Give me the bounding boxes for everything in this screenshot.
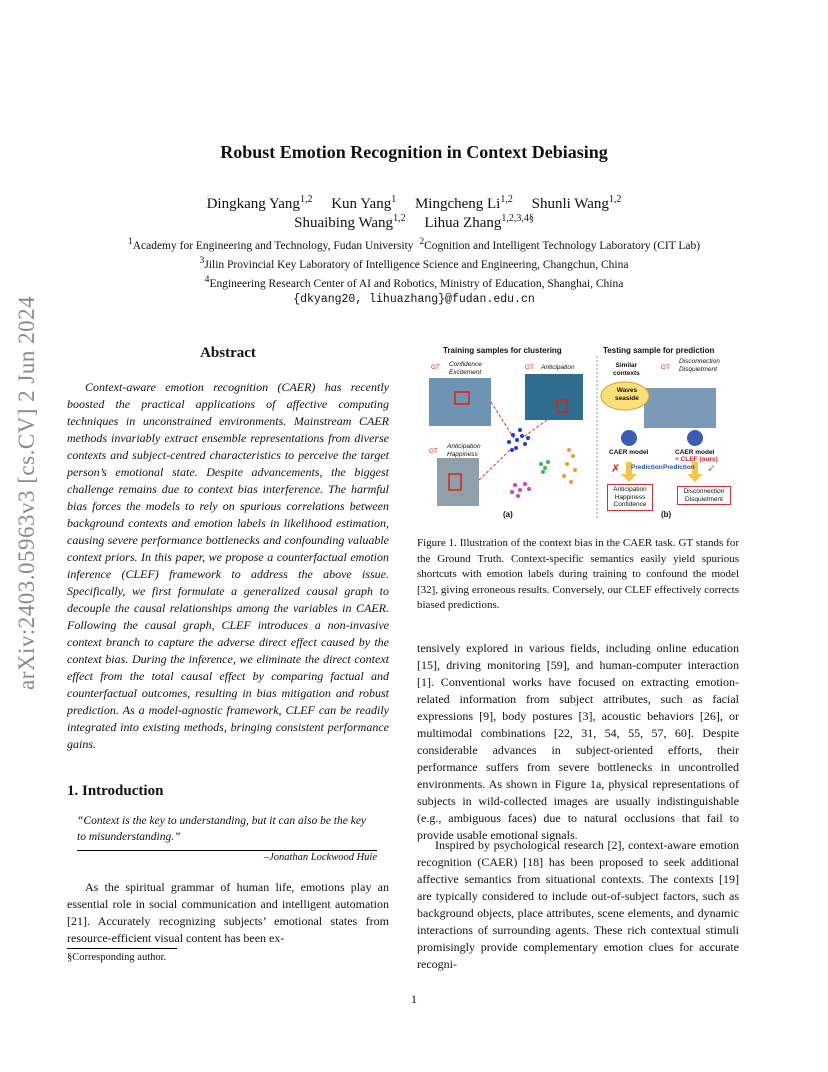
authors-line-2	[0, 213, 828, 232]
subfigure-b-label: (b)	[661, 510, 672, 519]
cluster-magenta	[510, 482, 531, 498]
author-affiliation-sup: 1	[391, 194, 397, 205]
author-affiliation-sup: 1,2	[393, 213, 406, 224]
cluster-blue	[507, 428, 530, 452]
aff-sup: 2	[419, 236, 425, 247]
footnote: §Corresponding author.	[67, 952, 167, 963]
photo-skier	[429, 378, 491, 426]
caer-clef-label: CAER model	[675, 449, 715, 456]
prediction-label: Prediction	[663, 464, 695, 471]
abstract-heading: Abstract	[200, 345, 256, 361]
epigraph-quote: “Context is the key to understanding, but it can also be the key to misunderstanding.”	[77, 815, 367, 843]
gt-label-2	[525, 364, 534, 372]
author-email[interactable]: {dkyang20, lihuazhang}@fudan.edu.cn	[293, 293, 535, 306]
author-affiliation-sup: 1,2	[608, 194, 622, 205]
cluster-orange	[562, 448, 577, 484]
gt-text-3: Anticipation Happiness	[447, 443, 481, 458]
intro-paragraph-1: As the spiritual grammar of human life, emotions play an essential role in social communication and intelligent automation [21]. Accurately recognizing subjects’ emotional states from resource-efficient visual content has been ex-	[67, 880, 389, 945]
link-line	[522, 420, 547, 438]
affiliation-3: Jilin Provincial Key Laboratory of Intelligence Science and Engineering, Changchun, China	[204, 258, 629, 271]
photo-surfer	[437, 458, 479, 506]
author-affiliation-sup: 1,2	[299, 194, 313, 205]
wrong-prediction-box: Anticipation Happiness Confidence	[607, 484, 653, 511]
section-heading-introduction: 1. Introduction	[67, 783, 164, 799]
affiliation-1: Academy for Engineering and Technology, Fudan University	[132, 239, 414, 252]
affiliation-line-3	[0, 274, 828, 290]
affiliation-line-1	[0, 236, 828, 252]
prediction-label: Prediction	[631, 464, 663, 471]
arrow-down-icon	[621, 474, 637, 482]
photo-surfer-wave	[525, 374, 583, 420]
similar-contexts-label: Similar contexts	[613, 362, 640, 377]
authors-line-1	[0, 194, 828, 213]
figure-right-title: Testing sample for prediction	[603, 346, 715, 355]
waves-seaside-label: Waves seaside	[615, 387, 639, 402]
gt-text-4: Disconnection Disquietment	[679, 358, 720, 373]
gt-tag: GT	[525, 364, 535, 371]
intro-paragraph-2: Inspired by psychological research [2], context-aware emotion recognition (CAER) [18] has been proposed to seek additional affective semantics from situational contexts. The contexts [19] are typically considered to include out-of-subject factors, such as background objects, place attributes, scene elements, and dynamic interactions of surrounding agents. These rich contextual stimuli promisingly provide complementary emotion clues for accurate recogni-	[417, 838, 739, 971]
author-affiliation-sup: 1,2,3,4§	[501, 213, 534, 224]
affiliation-2: Cognition and Intelligent Technology Laboratory (CIT Lab)	[424, 239, 701, 252]
aff-sup: 3	[199, 255, 205, 266]
intro-paragraph-1-continued: tensively explored in various fields, including online education [15], driving monitoring [59], and human-computer interaction [1]. Conventional works have focused on extracting emotion-related information from subject attributes, such as facial expressions [9], body postures [3], acoustic behaviors [26], or multimodal combinations [22, 31, 54, 55, 57, 60]. Despite considerable advances in subject-oriented efforts, their performance suffers from severe bottlenecks in uncontrolled environments. As shown in Figure 1a, physical representations of subjects in wild-collected images are usually indistinguishable (e.g., ambiguous faces) due to natural occlusions that fail to provide usable emotional signals.	[417, 641, 739, 842]
footnote-divider	[67, 948, 177, 949]
figure-1-caption: Figure 1. Illustration of the context bias in the CAER task. GT stands for the Ground Truth. Context-specific semantics easily yield spurious shortcuts with emotion labels during training to confound the model [32], giving erroneous results. Conversely, our CLEF effectively corrects biased predictions.	[417, 537, 739, 611]
quote-divider	[77, 850, 377, 851]
photo-beach-group	[644, 388, 716, 428]
check-icon: ✓	[707, 462, 717, 475]
gt-text-1: Confidence Excitement	[449, 361, 482, 376]
model-icon	[621, 430, 637, 446]
caer-model-label: CAER model	[609, 449, 649, 456]
model-icon	[687, 430, 703, 446]
figure-left-title: Training samples for clustering	[443, 346, 562, 355]
gt-label-4	[661, 364, 670, 372]
aff-sup: 1	[127, 236, 133, 247]
author-affiliation-sup: 1,2	[500, 194, 513, 205]
affiliation-4: Engineering Research Center of AI and Robotics, Ministry of Education, Shanghai, China	[209, 277, 624, 290]
arrow-down-icon	[687, 474, 703, 482]
subfigure-a-label: (a)	[503, 510, 513, 519]
gt-label-1	[431, 364, 440, 372]
cluster-green	[539, 460, 550, 474]
author-name: Shuaibing Wang	[294, 215, 394, 231]
author-name: Dingkang Yang	[206, 196, 300, 212]
author-name: Shunli Wang	[531, 196, 609, 212]
affiliation-line-2	[0, 255, 828, 271]
paper-title: Robust Emotion Recognition in Context Debiasing	[220, 142, 608, 162]
page-number: 1	[411, 992, 417, 1006]
link-line	[479, 448, 512, 480]
clef-ours-label: + CLEF (ours)	[675, 456, 718, 463]
figure-1	[417, 340, 739, 522]
gt-label-3	[429, 448, 438, 456]
gt-text-2: Anticipation	[541, 364, 575, 371]
arxiv-identifier: arXiv:2403.05963v3 [cs.CV] 2 Jun 2024	[14, 295, 39, 690]
correct-prediction-box: Disconnection Disquietment	[677, 486, 731, 505]
gt-tag: GT	[431, 364, 441, 371]
epigraph-attribution: –Jonathan Lockwood Huie	[263, 852, 377, 863]
author-name: Mingcheng Li	[414, 196, 501, 212]
abstract-text: Context-aware emotion recognition (CAER) has recently boosted the practical applications of affective computing techniques in unconstrained environments. Mainstream CAER methods invariably extract ensemble representations from diverse contexts and subject-centred characteristics to perceive the target person’s emotional state. Despite advancements, the biggest challenge remains due to context bias interference. The harmful bias forces the models to rely on spurious correlations between background contexts and emotion labels in likelihood estimation, causing severe performance bottlenecks and confounding valuable context priors. In this paper, we propose a counterfactual emotion inference (CLEF) framework to address the above issue. Specifically, we first formulate a generalized causal graph to decouple the causal relationships among the variables in CAER. Following the causal graph, CLEF introduces a non-invasive context branch to capture the adverse direct effect caused by the context bias. During the inference, we eliminate the direct context effect from the total causal effect by comparing factual and counterfactual outcomes, resulting in bias mitigation and robust prediction. As a model-agnostic framework, CLEF can be readily integrated into existing methods, bringing consistent performance gains.	[67, 380, 389, 751]
cross-icon: ✗	[611, 462, 621, 475]
author-name: Kun Yang	[331, 196, 392, 212]
aff-sup: 4	[204, 274, 210, 285]
gt-tag: GT	[661, 364, 671, 371]
author-name: Lihua Zhang	[424, 215, 502, 231]
gt-tag: GT	[429, 448, 439, 455]
